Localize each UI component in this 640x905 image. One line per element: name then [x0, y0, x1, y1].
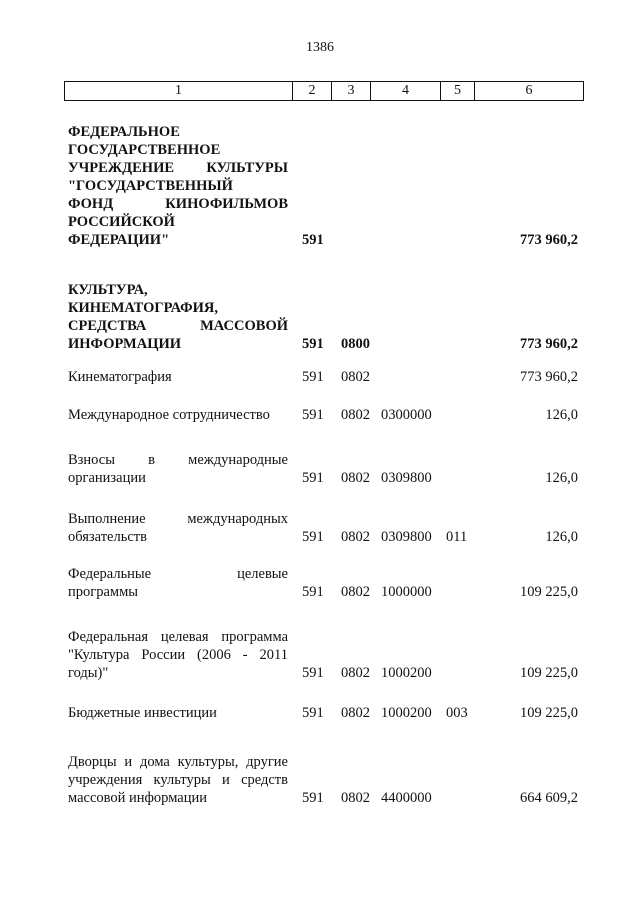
cell-ved: 591	[302, 407, 324, 423]
column-header-2: 2	[293, 82, 332, 100]
cell-rz: 0802	[341, 705, 370, 721]
column-header-1: 1	[65, 82, 293, 100]
row-name: Федеральная целевая программа "Культура России (2006 - 2011 годы)"	[68, 629, 288, 681]
cell-rz: 0802	[341, 369, 370, 385]
row-name: Взносы в международные организации	[68, 452, 288, 486]
cell-sum: 773 960,2	[520, 369, 578, 385]
cell-csr: 0309800	[381, 470, 432, 486]
cell-sum: 773 960,2	[520, 336, 578, 352]
cell-csr: 0300000	[381, 407, 432, 423]
cell-sum: 126,0	[545, 529, 578, 545]
row-name: Дворцы и дома культуры, другие учреждения культуры и средств массовой информации	[68, 754, 288, 806]
row-name: Бюджетные инвестиции	[68, 705, 217, 721]
column-header-3: 3	[332, 82, 371, 100]
cell-csr: 1000200	[381, 665, 432, 681]
row-name: ФЕДЕРАЛЬНОЕ ГОСУДАРСТВЕННОЕ УЧРЕЖДЕНИЕ КУЛЬТУРЫ "ГОСУДАРСТВЕННЫЙ ФОНД КИНОФИЛЬМОВ РОССИЙСКОЙ ФЕДЕРАЦИИ"	[68, 124, 288, 248]
cell-sum: 109 225,0	[520, 705, 578, 721]
cell-rz: 0802	[341, 529, 370, 545]
page-number: 1386	[306, 40, 334, 55]
cell-csr: 1000000	[381, 584, 432, 600]
cell-csr: 1000200	[381, 705, 432, 721]
cell-rz: 0802	[341, 470, 370, 486]
row-name: КУЛЬТУРА, КИНЕМАТОГРАФИЯ, СРЕДСТВА МАССОВОЙ ИНФОРМАЦИИ	[68, 282, 288, 352]
row-name: Федеральные целевые программы	[68, 566, 288, 600]
cell-sum: 126,0	[545, 470, 578, 486]
cell-ved: 591	[302, 665, 324, 681]
cell-ved: 591	[302, 529, 324, 545]
cell-csr: 4400000	[381, 790, 432, 806]
cell-rz: 0802	[341, 790, 370, 806]
cell-ved: 591	[302, 584, 324, 600]
cell-rz: 0802	[341, 407, 370, 423]
cell-csr: 0309800	[381, 529, 432, 545]
cell-rz: 0800	[341, 336, 370, 352]
column-header-row	[64, 81, 584, 101]
cell-ved: 591	[302, 790, 324, 806]
cell-sum: 109 225,0	[520, 584, 578, 600]
cell-sum: 773 960,2	[520, 232, 578, 248]
cell-sum: 664 609,2	[520, 790, 578, 806]
column-header-6: 6	[525, 83, 533, 98]
cell-sum: 126,0	[545, 407, 578, 423]
cell-vr: 011	[446, 529, 468, 545]
cell-sum: 109 225,0	[520, 665, 578, 681]
cell-ved: 591	[302, 232, 324, 248]
cell-ved: 591	[302, 336, 324, 352]
column-header-4: 4	[371, 82, 441, 100]
column-header-5: 5	[441, 82, 475, 100]
row-name: Международное сотрудничество	[68, 407, 270, 423]
row-name: Кинематография	[68, 369, 172, 385]
cell-rz: 0802	[341, 584, 370, 600]
row-name: Выполнение международных обязательств	[68, 511, 288, 545]
cell-ved: 591	[302, 705, 324, 721]
cell-ved: 591	[302, 470, 324, 486]
cell-rz: 0802	[341, 665, 370, 681]
cell-ved: 591	[302, 369, 324, 385]
cell-vr: 003	[446, 705, 468, 721]
